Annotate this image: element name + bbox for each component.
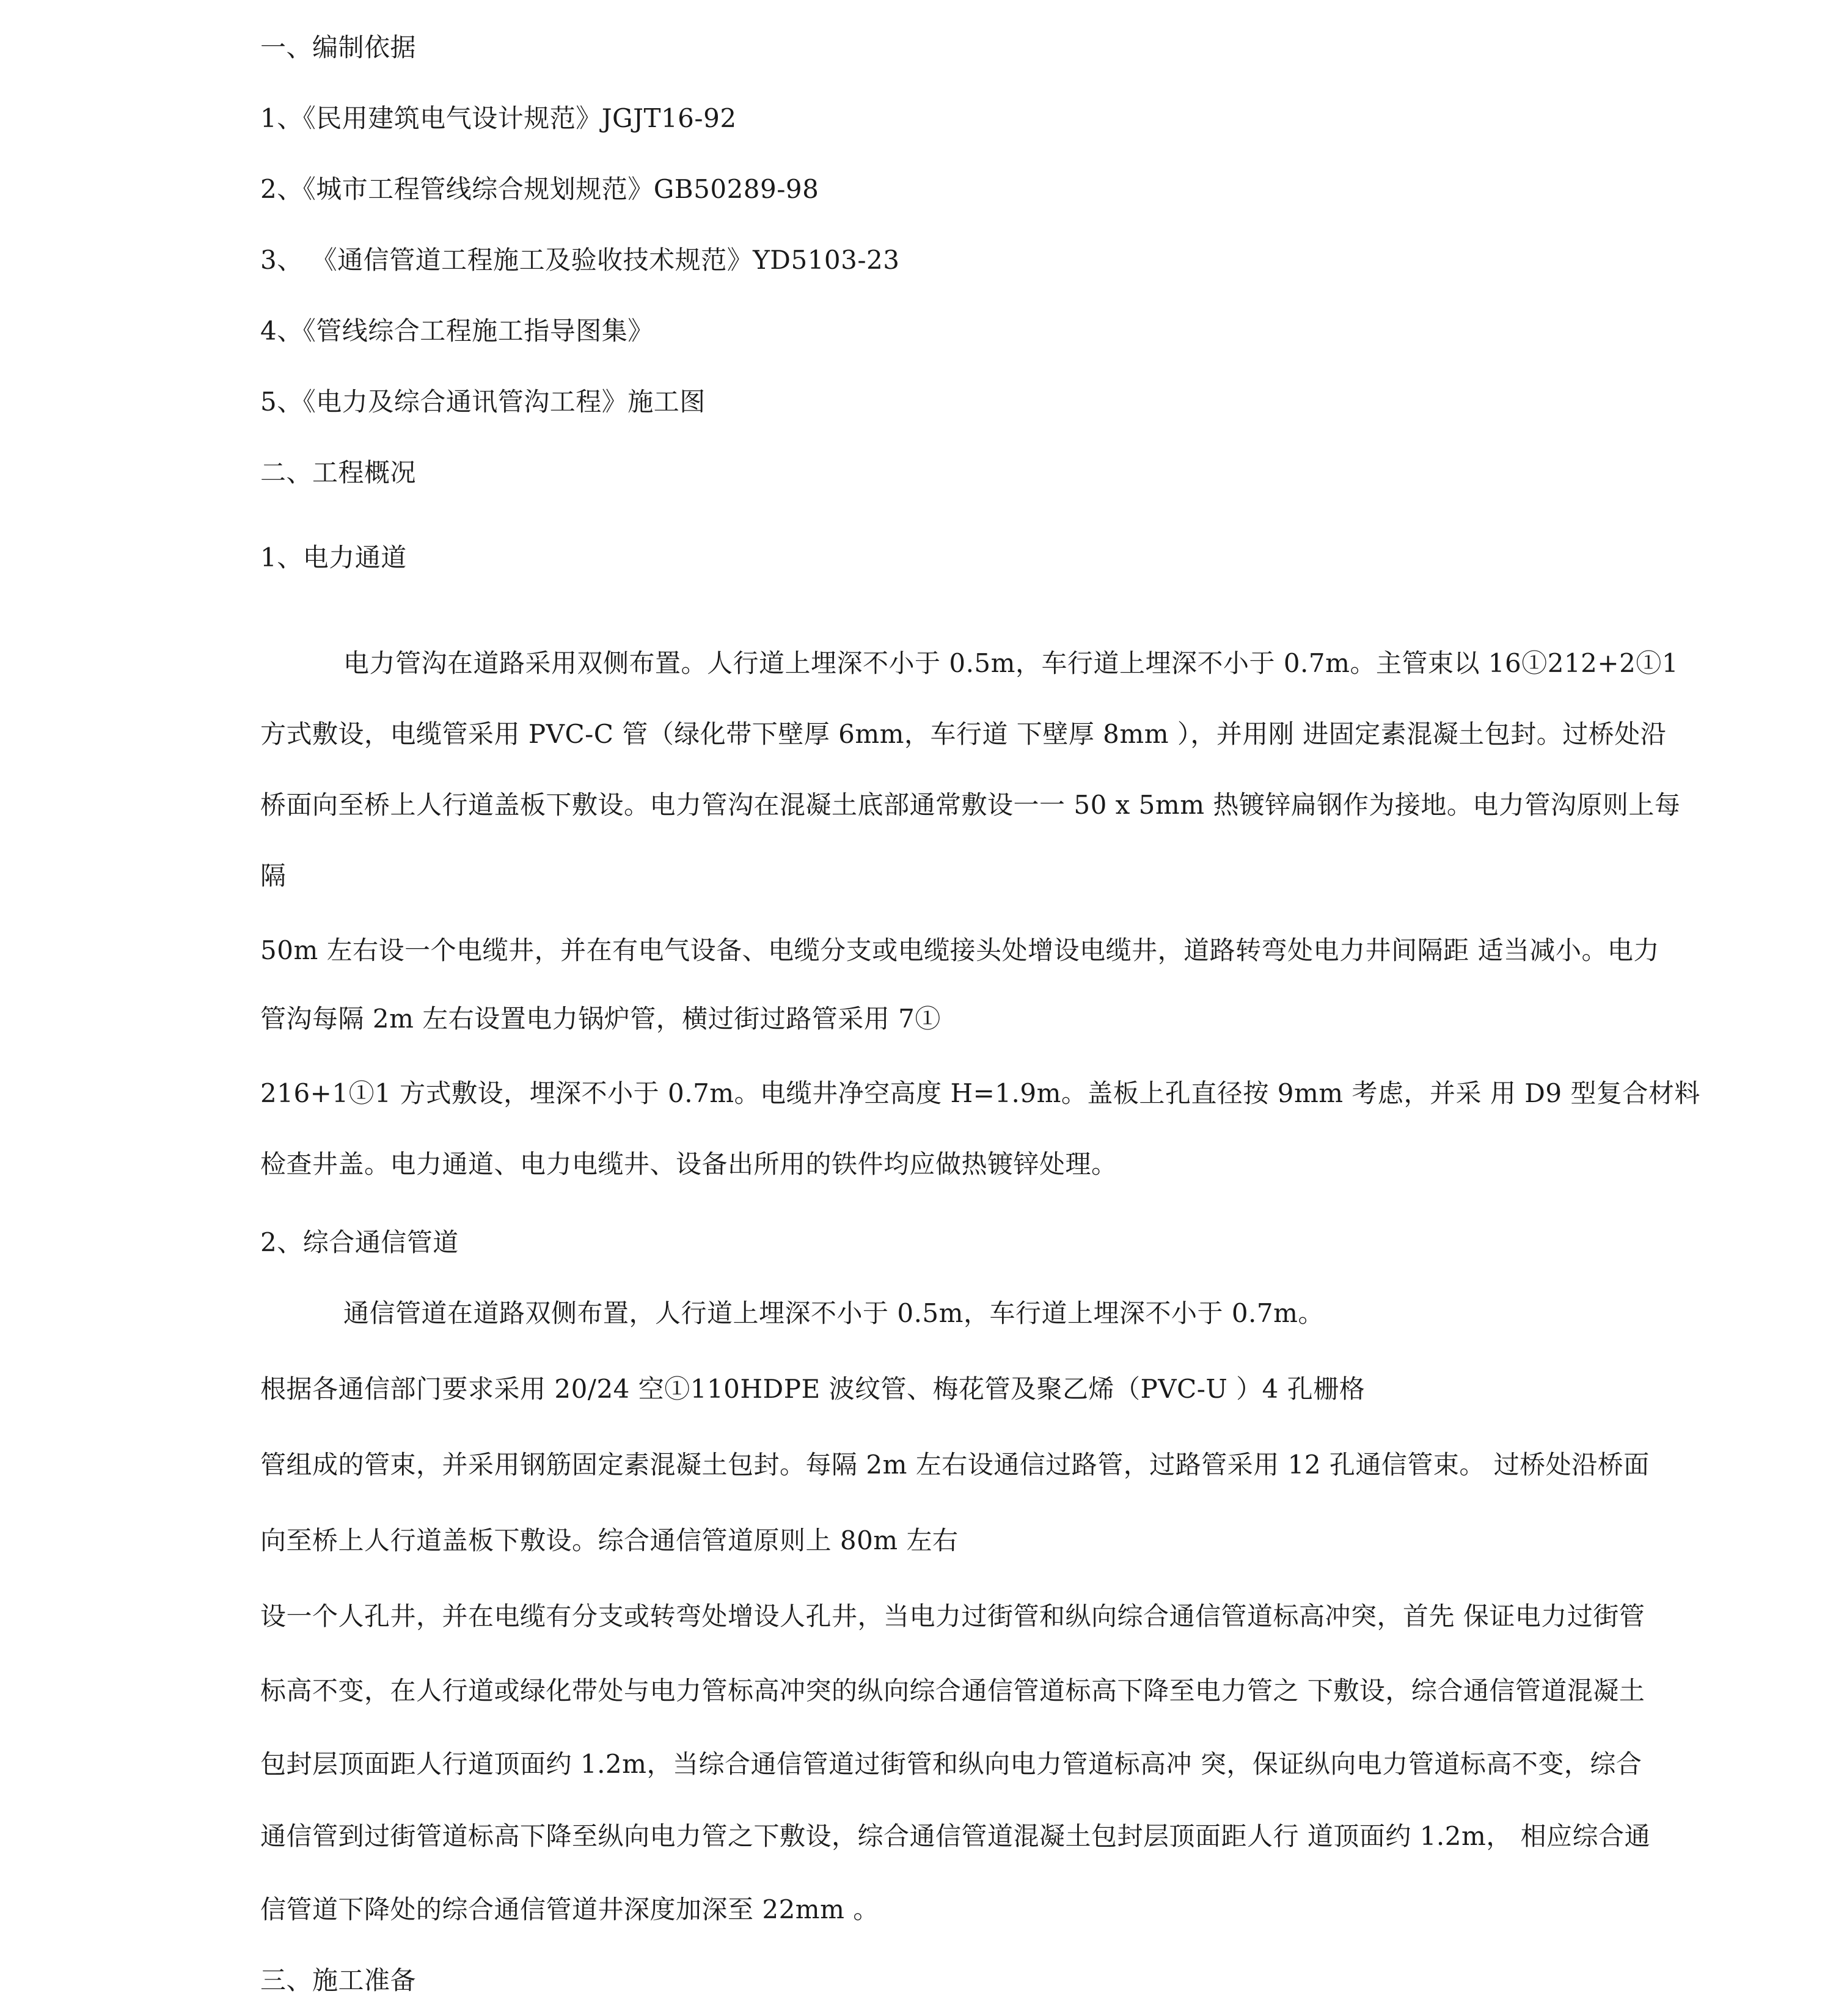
telecom-paragraph-line: 管组成的管束，并采用钢筋固定素混凝土包封。每隔 2m 左右设通信过路管，过路管采用 12 孔通信管束。 过桥处沿桥面 bbox=[260, 1450, 1650, 1480]
reference-item-2: 2、《城市工程管线综合规划规范》GB50289-98 bbox=[260, 174, 819, 204]
power-paragraph-line: 管沟每隔 2m 左右设置电力锅炉管，横过街过路管采用 7① bbox=[260, 1004, 941, 1034]
subsection-heading-telecom: 2、综合通信管道 bbox=[260, 1227, 459, 1257]
power-paragraph-line: 216+1①1 方式敷设，埋深不小于 0.7m。电缆井净空高度 H=1.9m。盖板上孔直径按 9mm 考虑，并采 用 D9 型复合材料 bbox=[260, 1078, 1700, 1108]
reference-item-1: 1、《民用建筑电气设计规范》JGJT16-92 bbox=[260, 103, 737, 133]
reference-item-5: 5、《电力及综合通讯管沟工程》施工图 bbox=[260, 387, 706, 417]
section-heading-basis: 一、编制依据 bbox=[260, 32, 417, 62]
reference-item-3: 3、 《通信管道工程施工及验收技术规范》YD5103-23 bbox=[260, 245, 900, 275]
section-heading-preparation: 三、施工准备 bbox=[260, 1965, 417, 1995]
power-paragraph-line: 隔 bbox=[260, 861, 287, 891]
telecom-paragraph-line: 通信管道在道路双侧布置，人行道上埋深不小于 0.5m，车行道上埋深不小于 0.7m。 bbox=[343, 1298, 1324, 1328]
telecom-paragraph-line: 通信管到过街管道标高下降至纵向电力管之下敷设，综合通信管道混凝土包封层顶面距人行 道顶面约 1.2m， 相应综合通 bbox=[260, 1821, 1651, 1851]
section-heading-overview: 二、工程概况 bbox=[260, 458, 417, 488]
telecom-paragraph-line: 设一个人孔井，并在电缆有分支或转弯处增设人孔井，当电力过街管和纵向综合通信管道标高冲突，首先 保证电力过街管 bbox=[260, 1601, 1645, 1631]
power-paragraph-line: 50m 左右设一个电缆井，并在有电气设备、电缆分支或电缆接头处增设电缆井，道路转弯处电力井间隔距 适当减小。电力 bbox=[260, 935, 1659, 965]
telecom-paragraph-line: 根据各通信部门要求采用 20/24 空①110HDPE 波纹管、梅花管及聚乙烯（PVC-U ）4 孔栅格 bbox=[260, 1374, 1366, 1404]
power-paragraph-line: 电力管沟在道路采用双侧布置。人行道上埋深不小于 0.5m，车行道上埋深不小于 0.7m。主管束以 16①212+2①1 bbox=[343, 648, 1679, 678]
reference-item-4: 4、《管线综合工程施工指导图集》 bbox=[260, 316, 654, 346]
power-paragraph-line: 桥面向至桥上人行道盖板下敷设。电力管沟在混凝土底部通常敷设一一 50 x 5mm 热镀锌扁钢作为接地。电力管沟原则上每 bbox=[260, 790, 1681, 820]
telecom-paragraph-line: 包封层顶面距人行道顶面约 1.2m，当综合通信管道过街管和纵向电力管道标高冲 突，保证纵向电力管道标高不变，综合 bbox=[260, 1749, 1642, 1779]
power-paragraph-line: 方式敷设，电缆管采用 PVC-C 管（绿化带下壁厚 6mm，车行道 下壁厚 8mm ），并用刚 进固定素混凝土包封。过桥处沿 bbox=[260, 719, 1667, 749]
power-paragraph-line: 检查井盖。电力通道、电力电缆井、设备出所用的铁件均应做热镀锌处理。 bbox=[260, 1149, 1117, 1179]
subsection-heading-power: 1、电力通道 bbox=[260, 542, 407, 572]
telecom-paragraph-line: 向至桥上人行道盖板下敷设。综合通信管道原则上 80m 左右 bbox=[260, 1525, 959, 1555]
telecom-paragraph-line: 信管道下降处的综合通信管道井深度加深至 22mm 。 bbox=[260, 1894, 879, 1924]
telecom-paragraph-line: 标高不变，在人行道或绿化带处与电力管标高冲突的纵向综合通信管道标高下降至电力管之 下敷设，综合通信管道混凝土 bbox=[260, 1676, 1645, 1706]
